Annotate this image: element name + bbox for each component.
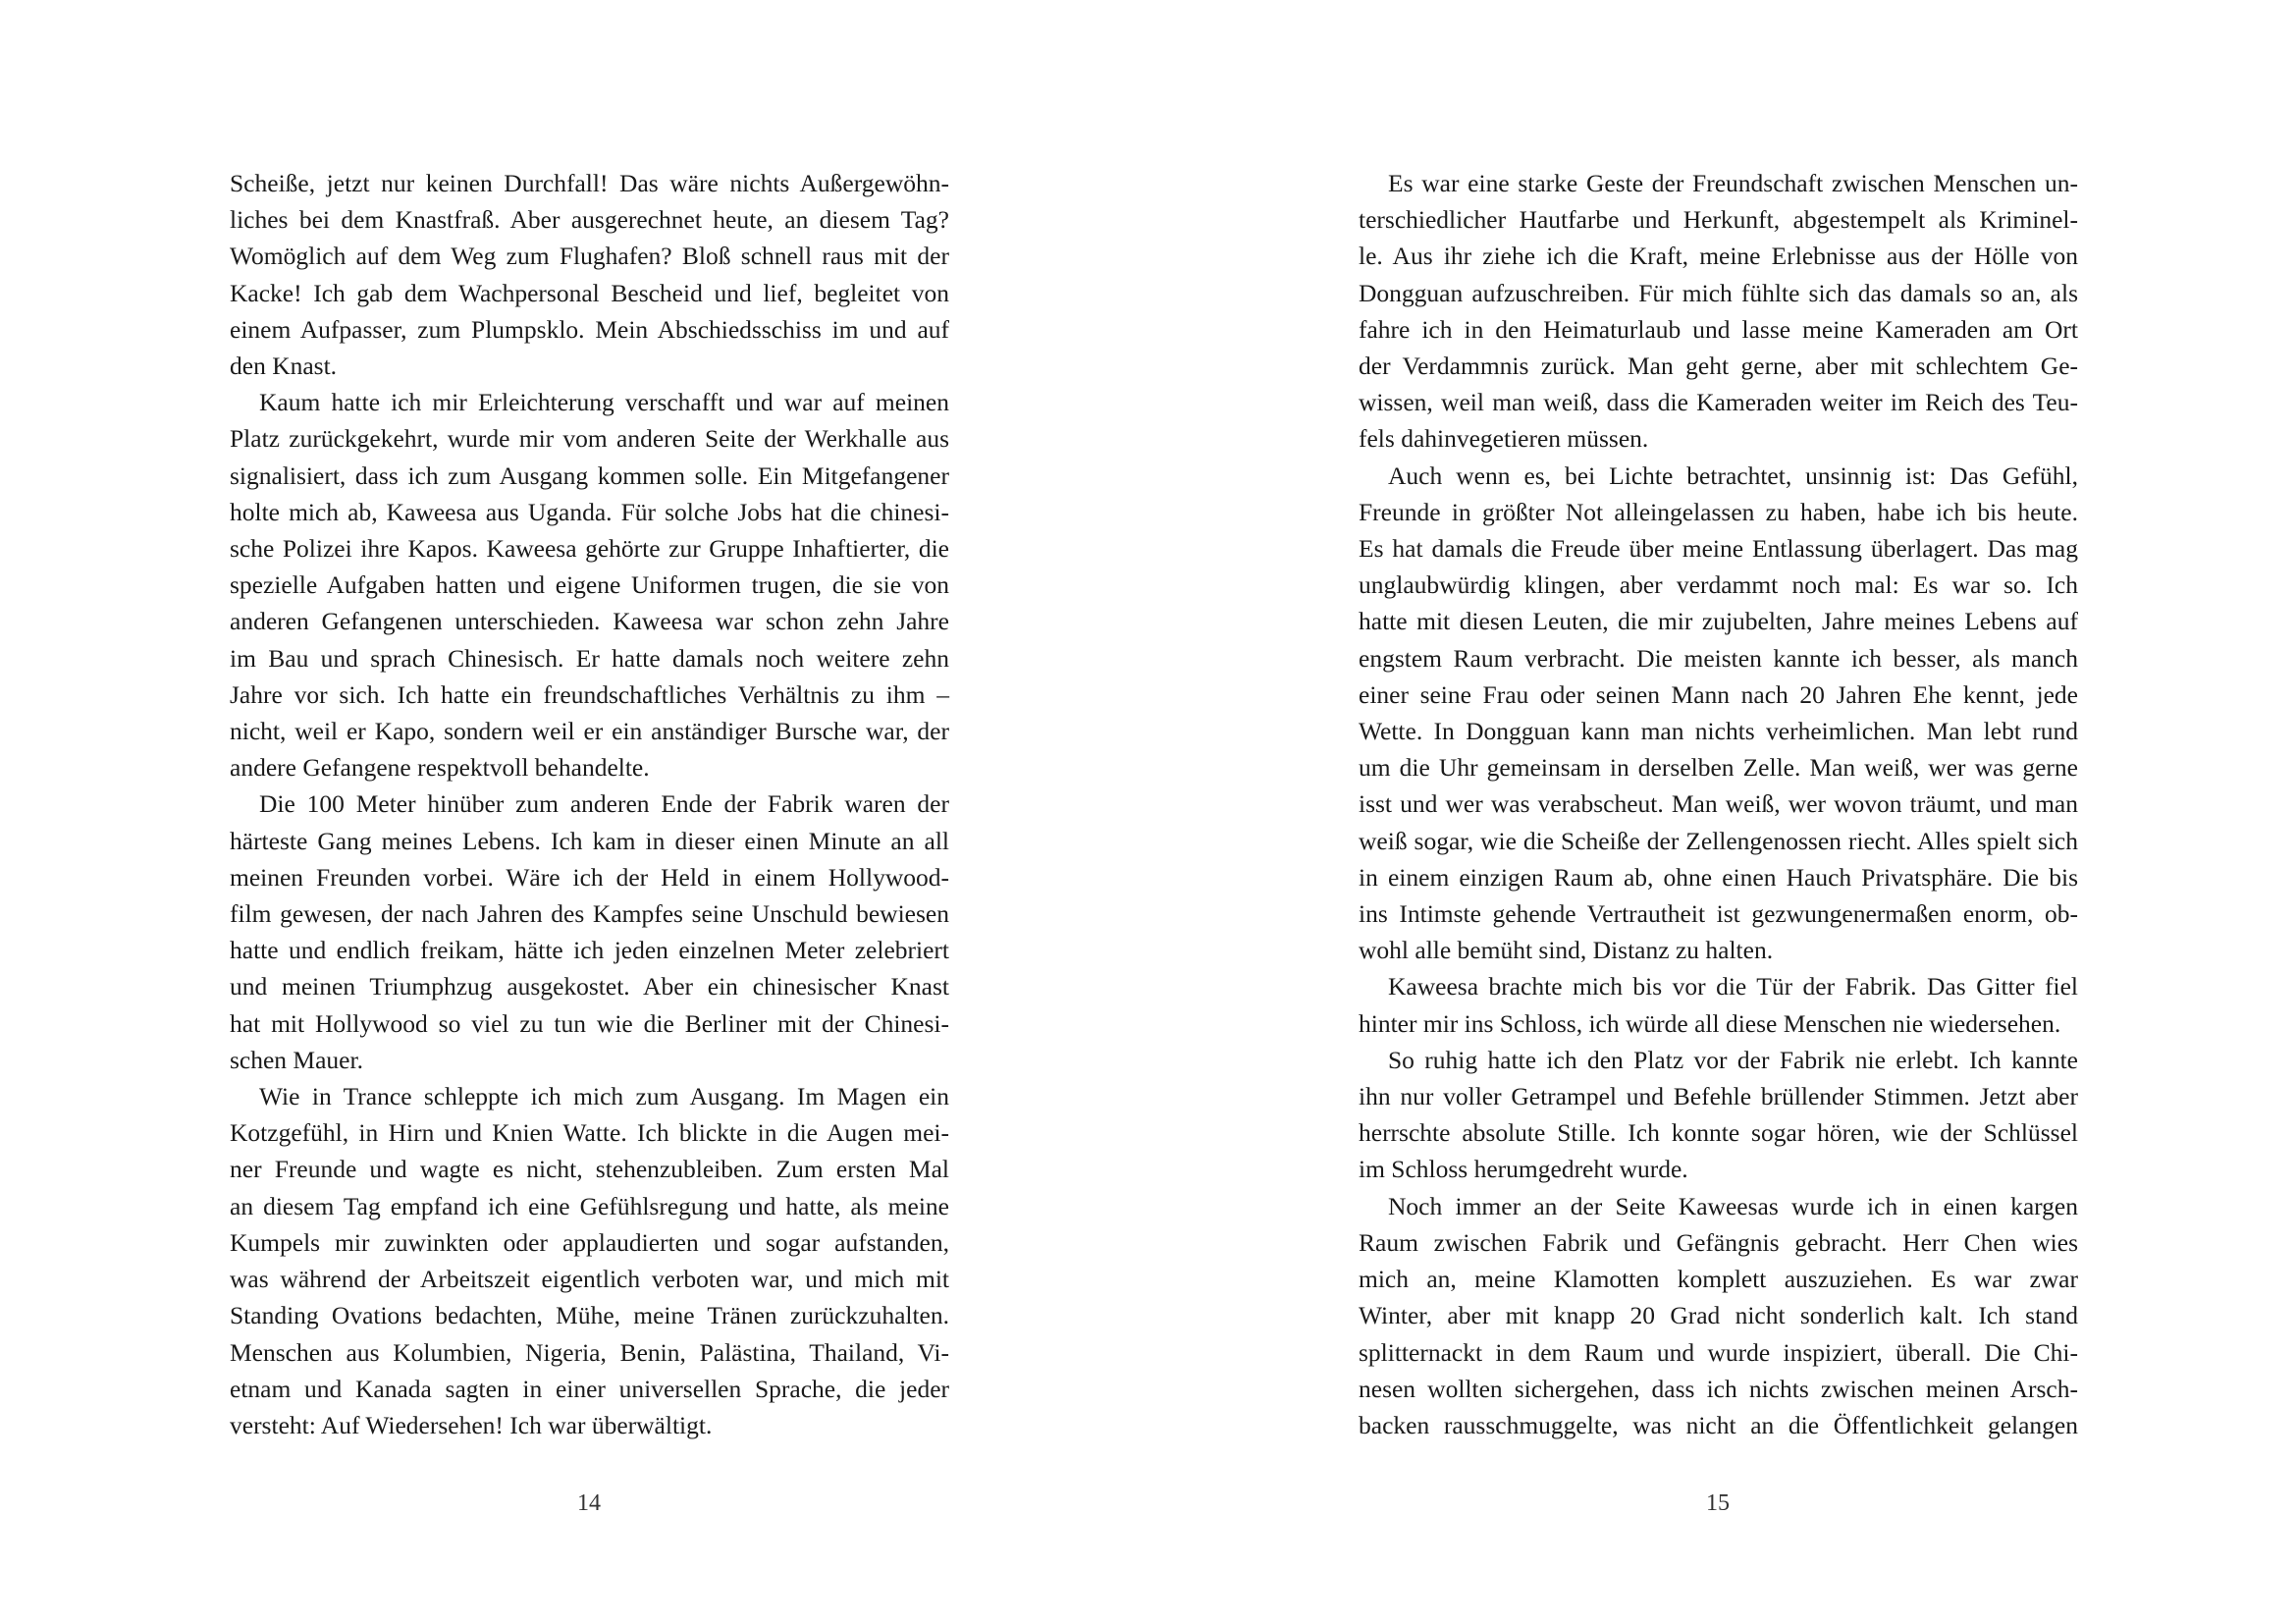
text-line: Kaweesa brachte mich bis vor die Tür der Fabrik. Das Gitter fiel xyxy=(1388,972,2078,1001)
text-line: im Schloss herumgedreht wurde. xyxy=(1359,1155,1688,1184)
text-line: Auch wenn es, bei Lichte betrachtet, unsinnig ist: Das Gefühl, xyxy=(1388,460,2078,490)
text-line: meinen Freunden vorbei. Wäre ich der Held in einem Hollywood- xyxy=(230,862,949,892)
text-line: So ruhig hatte ich den Platz vor der Fabrik nie erlebt. Ich kannte xyxy=(1388,1045,2078,1074)
text-line: und meinen Triumphzug ausgekostet. Aber ein chinesischer Knast xyxy=(230,972,949,1001)
text-line: Kaum hatte ich mir Erleichterung verschafft und war auf meinen xyxy=(259,388,949,417)
text-line: Noch immer an der Seite Kaweesas wurde ich in einen kargen xyxy=(1388,1191,2078,1220)
right-page-text xyxy=(1359,165,2078,1443)
paragraph xyxy=(230,785,949,1078)
text-line: terschiedlicher Hautfarbe und Herkunft, abgestempelt als Kriminel- xyxy=(1359,205,2078,235)
paragraph xyxy=(230,384,949,785)
text-line: isst und wer was verabscheut. Man weiß, wer wovon träumt, und man xyxy=(1359,789,2078,819)
text-line: Es hat damals die Freude über meine Entlassung überlagert. Das mag xyxy=(1359,534,2078,564)
text-line: anderen Gefangenen unterschieden. Kaweesa war schon zehn Jahre xyxy=(230,607,949,636)
text-line: um die Uhr gemeinsam in derselben Zelle. Man weiß, wer was gerne xyxy=(1359,753,2078,783)
text-line: liches bei dem Knastfraß. Aber ausgerechnet heute, an diesem Tag? xyxy=(230,205,949,235)
text-line: mich an, meine Klamotten komplett auszuziehen. Es war zwar xyxy=(1359,1265,2078,1294)
text-line: Kumpels mir zuwinkten oder applaudierten und sogar aufstanden, xyxy=(230,1227,949,1257)
text-line: Standing Ovations bedachten, Mühe, meine Tränen zurückzuhalten. xyxy=(230,1301,949,1330)
text-line: Kotzgefühl, in Hirn und Knien Watte. Ich blickte in die Augen mei- xyxy=(230,1118,949,1148)
text-line: engstem Raum verbracht. Die meisten kannte ich besser, als manch xyxy=(1359,643,2078,673)
text-line: härteste Gang meines Lebens. Ich kam in dieser einen Minute an all xyxy=(230,826,949,855)
text-line: le. Aus ihr ziehe ich die Kraft, meine Erlebnisse aus der Hölle von xyxy=(1359,242,2078,271)
text-line: wohl alle bemüht sind, Distanz zu halten. xyxy=(1359,936,1774,965)
text-line: Platz zurückgekehrt, wurde mir vom anderen Seite der Werkhalle aus xyxy=(230,424,949,454)
paragraph xyxy=(230,1078,949,1443)
text-line: einer seine Frau oder seinen Mann nach 20 Jahren Ehe kennt, jede xyxy=(1359,679,2078,709)
text-line: Winter, aber mit knapp 20 Grad nicht sonderlich kalt. Ich stand xyxy=(1359,1301,2078,1330)
text-line: Dongguan aufzuschreiben. Für mich fühlte sich das damals so an, als xyxy=(1359,278,2078,307)
text-line: in einem einzigen Raum ab, ohne einen Hauch Privatsphäre. Die bis xyxy=(1359,862,2078,892)
text-line: film gewesen, der nach Jahren des Kampfes seine Unschuld bewiesen xyxy=(230,899,949,929)
text-line: Menschen aus Kolumbien, Nigeria, Benin, Palästina, Thailand, Vi- xyxy=(230,1337,949,1367)
paragraph xyxy=(1359,458,2078,969)
text-line: herrschte absolute Stille. Ich konnte sogar hören, wie der Schlüssel xyxy=(1359,1118,2078,1148)
text-line: einem Aufpasser, zum Plumpsklo. Mein Abschiedsschiss im und auf xyxy=(230,314,949,344)
text-line: weiß sogar, wie die Scheiße der Zellengenossen riecht. Alles spielt sich xyxy=(1359,826,2078,855)
text-line: Scheiße, jetzt nur keinen Durchfall! Das wäre nichts Außergewöhn- xyxy=(230,169,949,197)
text-line: holte mich ab, Kaweesa aus Uganda. Für solche Jobs hat die chinesi- xyxy=(230,497,949,526)
text-line: splitternackt in dem Raum und wurde inspiziert, überall. Die Chi- xyxy=(1359,1337,2078,1367)
text-line: Wette. In Dongguan kann man nichts verheimlichen. Man lebt rund xyxy=(1359,717,2078,746)
paragraph xyxy=(230,165,949,384)
text-line: signalisiert, dass ich zum Ausgang kommen solle. Ein Mitgefangener xyxy=(230,460,949,490)
text-line: hat mit Hollywood so viel zu tun wie die Berliner mit der Chinesi- xyxy=(230,1008,949,1038)
text-line: nicht, weil er Kapo, sondern weil er ein anständiger Bursche war, der xyxy=(230,717,949,746)
text-line: hatte mit diesen Leuten, die mir zujubelten, Jahre meines Lebens auf xyxy=(1359,607,2078,636)
right-page xyxy=(1148,0,2296,1624)
text-line: der Verdammnis zurück. Man geht gerne, aber mit schlechtem Ge- xyxy=(1359,352,2078,381)
text-line: wissen, weil man weiß, dass die Kameraden weiter im Reich des Teu- xyxy=(1359,388,2078,417)
text-line: etnam und Kanada sagten in einer universellen Sprache, die jeder xyxy=(230,1374,949,1403)
text-line: unglaubwürdig klingen, aber verdammt noch mal: Es war so. Ich xyxy=(1359,570,2078,600)
text-line: spezielle Aufgaben hatten und eigene Uniformen trugen, die sie von xyxy=(230,570,949,600)
paragraph xyxy=(1359,1042,2078,1188)
text-line: was während der Arbeitszeit eigentlich verboten war, und mich mit xyxy=(230,1265,949,1294)
text-line: hinter mir ins Schloss, ich würde all diese Menschen nie wiedersehen. xyxy=(1359,1008,2061,1038)
text-line: Jahre vor sich. Ich hatte ein freundschaftliches Verhältnis zu ihm – xyxy=(230,679,949,709)
paragraph xyxy=(1359,1188,2078,1443)
text-line: fahre ich in den Heimaturlaub und lasse meine Kameraden am Ort xyxy=(1359,314,2078,344)
text-line: sche Polizei ihre Kapos. Kaweesa gehörte zur Gruppe Inhaftierter, die xyxy=(230,534,949,564)
text-line: ner Freunde und wagte es nicht, stehenzubleiben. Zum ersten Mal xyxy=(230,1155,949,1184)
text-line: den Knast. xyxy=(230,352,338,381)
page-number-left: 14 xyxy=(577,1490,601,1516)
text-line: Kacke! Ich gab dem Wachpersonal Bescheid und lief, begleitet von xyxy=(230,278,949,307)
text-line: an diesem Tag empfand ich eine Gefühlsregung und hatte, als meine xyxy=(230,1191,949,1220)
text-line: fels dahinvegetieren müssen. xyxy=(1359,424,1649,454)
text-line: backen rausschmuggelte, was nicht an die Öffentlichkeit gelangen xyxy=(1359,1410,2078,1439)
text-line: nesen wollten sichergehen, dass ich nichts zwischen meinen Arsch- xyxy=(1359,1374,2078,1403)
text-line: Raum zwischen Fabrik und Gefängnis gebracht. Herr Chen wies xyxy=(1359,1227,2078,1257)
text-line: hatte und endlich freikam, hätte ich jeden einzelnen Meter zelebriert xyxy=(230,936,949,965)
text-line: Es war eine starke Geste der Freundschaft zwischen Menschen un- xyxy=(1388,169,2078,197)
text-line: Wie in Trance schleppte ich mich zum Ausgang. Im Magen ein xyxy=(259,1082,949,1111)
text-line: andere Gefangene respektvoll behandelte. xyxy=(230,753,650,783)
paragraph xyxy=(1359,968,2078,1041)
text-line: Womöglich auf dem Weg zum Flughafen? Bloß schnell raus mit der xyxy=(230,242,949,271)
text-line: ins Intimste gehende Vertrautheit ist gezwungenermaßen enorm, ob- xyxy=(1359,899,2078,929)
text-line: ihn nur voller Getrampel und Befehle brüllender Stimmen. Jetzt aber xyxy=(1359,1082,2078,1111)
text-line: im Bau und sprach Chinesisch. Er hatte damals noch weitere zehn xyxy=(230,643,949,673)
page-number-right: 15 xyxy=(1706,1490,1730,1516)
text-line: versteht: Auf Wiedersehen! Ich war überwältigt. xyxy=(230,1410,713,1439)
text-line: Die 100 Meter hinüber zum anderen Ende der Fabrik waren der xyxy=(259,789,949,819)
paragraph xyxy=(1359,165,2078,458)
text-line: Freunde in größter Not alleingelassen zu haben, habe ich bis heute. xyxy=(1359,497,2078,526)
text-line: schen Mauer. xyxy=(230,1045,363,1074)
left-page-text xyxy=(230,165,949,1443)
